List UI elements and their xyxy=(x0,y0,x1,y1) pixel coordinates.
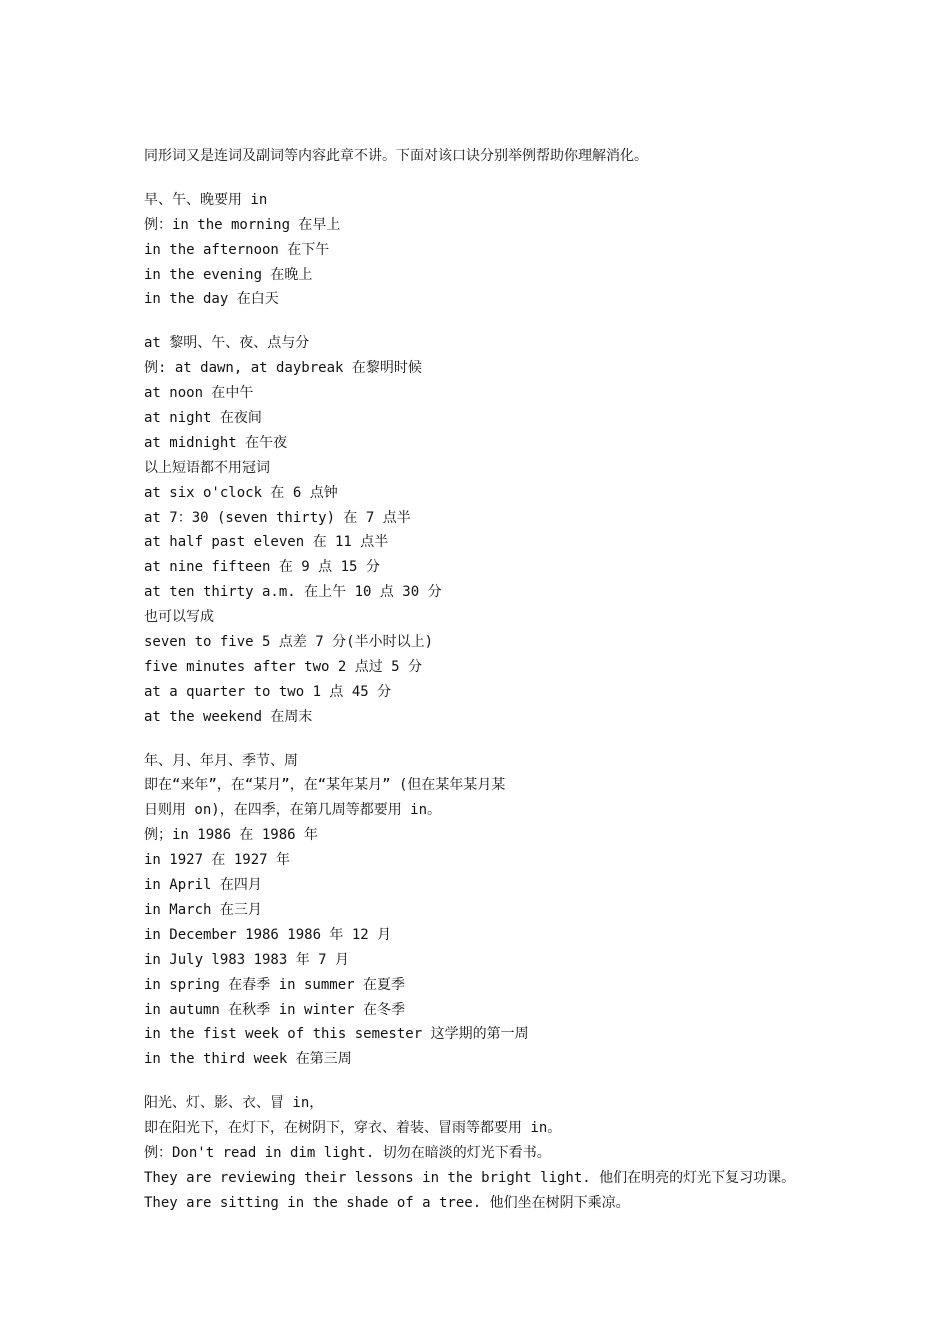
text-line: at night 在夜间 xyxy=(144,410,262,427)
intro-paragraph: 同形词又是连词及副词等内容此章不讲。下面对该口诀分别举例帮助你理解消化。 xyxy=(144,148,648,164)
text-line: 即在阳光下，在灯下，在树阴下，穿衣、着装、冒雨等都要用 in。 xyxy=(144,1120,562,1137)
text-line: 例: at dawn, at daybreak 在黎明时候 xyxy=(144,360,422,377)
text-line: at nine fifteen 在 9 点 15 分 xyxy=(144,559,380,576)
section-3 xyxy=(144,749,864,1073)
sections-container xyxy=(144,188,864,1216)
text-line: in the fist week of this semester 这学期的第一周 xyxy=(144,1026,529,1043)
text-line: They are reviewing their lessons in the bright light. 他们在明亮的灯光下复习功课。 xyxy=(144,1169,796,1186)
text-line: 例；in 1986 在 1986 年 xyxy=(144,827,319,844)
section-1 xyxy=(144,188,864,312)
paragraph-gap xyxy=(144,312,864,331)
text-line: in December 1986 1986 年 12 月 xyxy=(144,926,392,943)
text-line: at noon 在中午 xyxy=(144,385,254,402)
text-line: at midnight 在午夜 xyxy=(144,434,288,451)
text-line: in spring 在春季 in summer 在夏季 xyxy=(144,976,406,993)
document-body xyxy=(144,144,864,1216)
text-line: in March 在三月 xyxy=(144,901,262,918)
text-line: in April 在四月 xyxy=(144,877,262,894)
text-line: 日则用 on)，在四季，在第几周等都要用 in。 xyxy=(144,802,441,819)
section-heading: 年、月、年月、季节、周 xyxy=(144,752,298,769)
text-line: at half past eleven 在 11 点半 xyxy=(144,534,389,551)
paragraph-gap xyxy=(144,169,864,188)
text-line: at a quarter to two 1 点 45 分 xyxy=(144,683,392,700)
text-line: in the day 在白天 xyxy=(144,291,279,308)
section-heading: at 黎明、午、夜、点与分 xyxy=(144,335,310,352)
text-line: seven to five 5 点差 7 分(半小时以上) xyxy=(144,634,434,651)
text-line: 也可以写成 xyxy=(144,609,214,626)
paragraph-gap xyxy=(144,1072,864,1091)
text-line: in the evening 在晚上 xyxy=(144,266,313,283)
text-line: at six o'clock 在 6 点钟 xyxy=(144,484,338,501)
text-line: They are sitting in the shade of a tree. 他们坐在树阴下乘凉。 xyxy=(144,1194,630,1211)
section-heading: 早、午、晚要用 in xyxy=(144,191,268,208)
text-line: 例：in the morning 在早上 xyxy=(144,216,341,233)
section-heading: 阳光、灯、影、衣、冒 in， xyxy=(144,1095,324,1112)
paragraph-gap xyxy=(144,730,864,749)
text-line: in July l983 1983 年 7 月 xyxy=(144,951,350,968)
section-4 xyxy=(144,1091,864,1215)
text-line: in the third week 在第三周 xyxy=(144,1051,352,1068)
text-line: at the weekend 在周末 xyxy=(144,708,313,725)
text-line: in autumn 在秋季 in winter 在冬季 xyxy=(144,1001,406,1018)
text-line: 以上短语都不用冠词 xyxy=(144,459,270,476)
text-line: at ten thirty a.m. 在上午 10 点 30 分 xyxy=(144,584,442,601)
text-line: in the afternoon 在下午 xyxy=(144,241,330,258)
text-line: 即在“来年”，在“某月”，在“某年某月” (但在某年某月某 xyxy=(144,777,506,794)
text-line: at 7：30 (seven thirty) 在 7 点半 xyxy=(144,509,411,526)
text-line: 例：Don't read in dim light. 切勿在暗淡的灯光下看书。 xyxy=(144,1144,551,1161)
section-2 xyxy=(144,331,864,729)
text-line: five minutes after two 2 点过 5 分 xyxy=(144,658,423,675)
text-line: in 1927 在 1927 年 xyxy=(144,852,291,869)
